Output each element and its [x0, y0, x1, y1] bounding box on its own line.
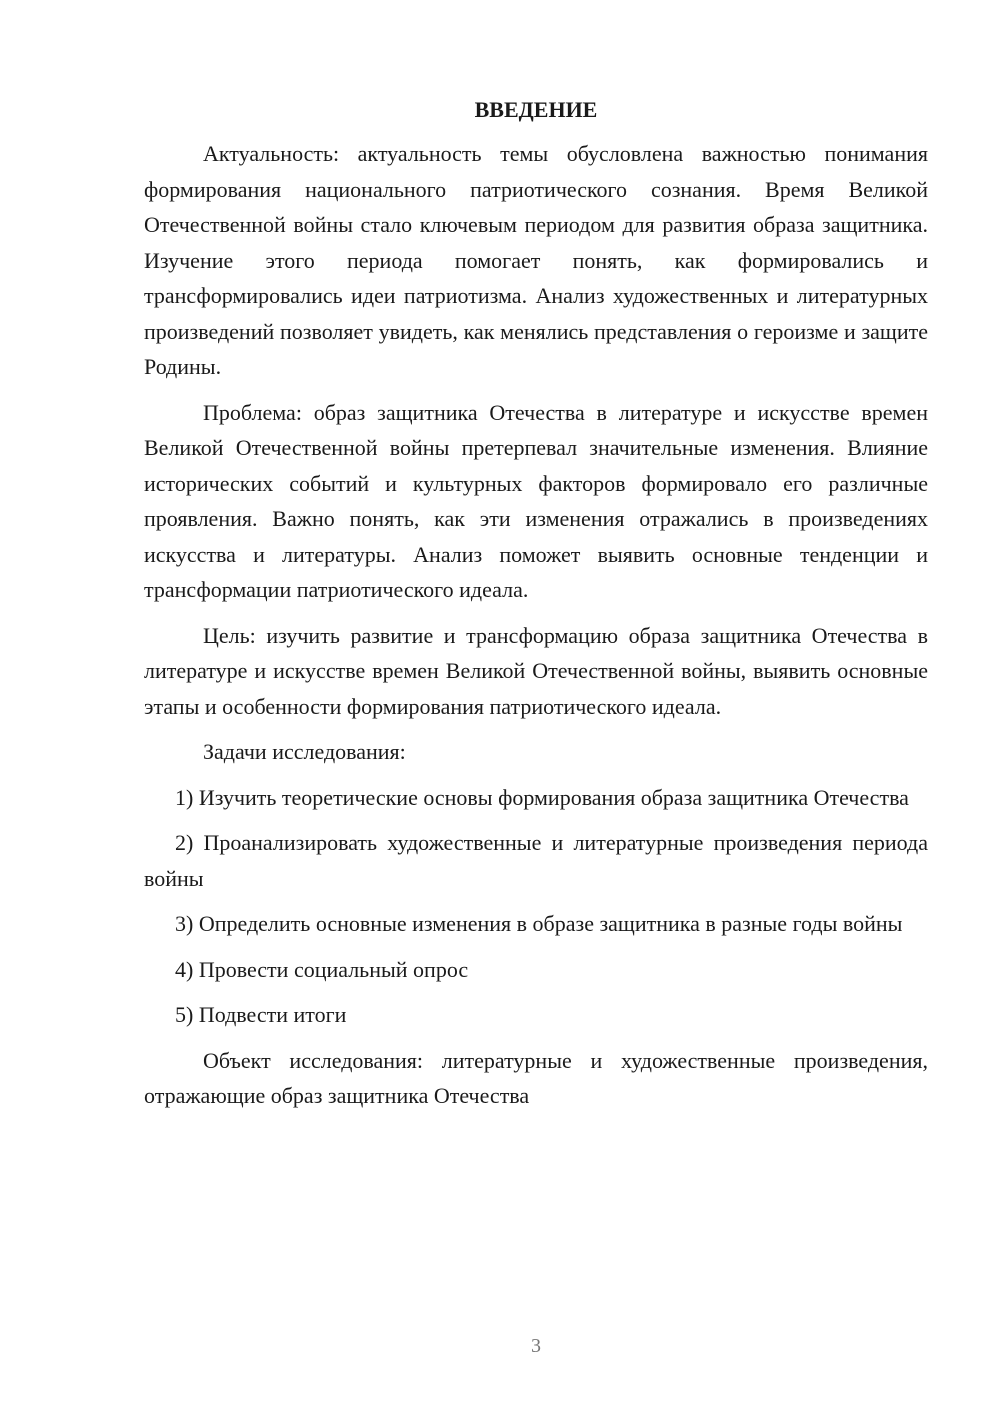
page-content [144, 92, 928, 1114]
section-heading: ВВЕДЕНИЕ [474, 97, 598, 122]
object-paragraph: Объект исследования: литературные и художественные произведения, отражающие образ защитника Отечества [144, 1047, 928, 1108]
relevance-paragraph: Актуальность: актуальность темы обусловлена важностью понимания формирования национального патриотического сознания. Время Великой Отечественной войны стало ключевым периодом для развития образа защитника. Изучение этого периода помогает понять, как формировались и трансформировались идеи патриотизма. Анализ художественных и литературных произведений позволяет увидеть, как менялись представления о героизме и защите Родины. [144, 141, 928, 379]
goal-paragraph: Цель: изучить развитие и трансформацию образа защитника Отечества в литературе и искусстве времен Великой Отечественной войны, выявить основные этапы и особенности формирования патриотического идеала. [144, 622, 928, 719]
task-item-2: 2) Проанализировать художественные и литературные произведения периода войны [144, 830, 928, 891]
tasks-title: Задачи исследования: [203, 739, 406, 764]
task-item-5: 5) Подвести итоги [175, 1002, 347, 1027]
problem-paragraph: Проблема: образ защитника Отечества в литературе и искусстве времен Великой Отечественной войны претерпевал значительные изменения. Влияние исторических событий и культурных факторов формировало его различные проявления. Важно понять, как эти изменения отражались в произведениях искусства и литературы. Анализ поможет выявить основные тенденции и трансформации патриотического идеала. [144, 399, 928, 602]
task-item-1: 1) Изучить теоретические основы формирования образа защитника Отечества [175, 784, 909, 810]
task-item-4: 4) Провести социальный опрос [175, 956, 469, 982]
task-item-3: 3) Определить основные изменения в образе защитника в разные годы войны [175, 911, 903, 936]
page-number: 3 [531, 1335, 541, 1357]
